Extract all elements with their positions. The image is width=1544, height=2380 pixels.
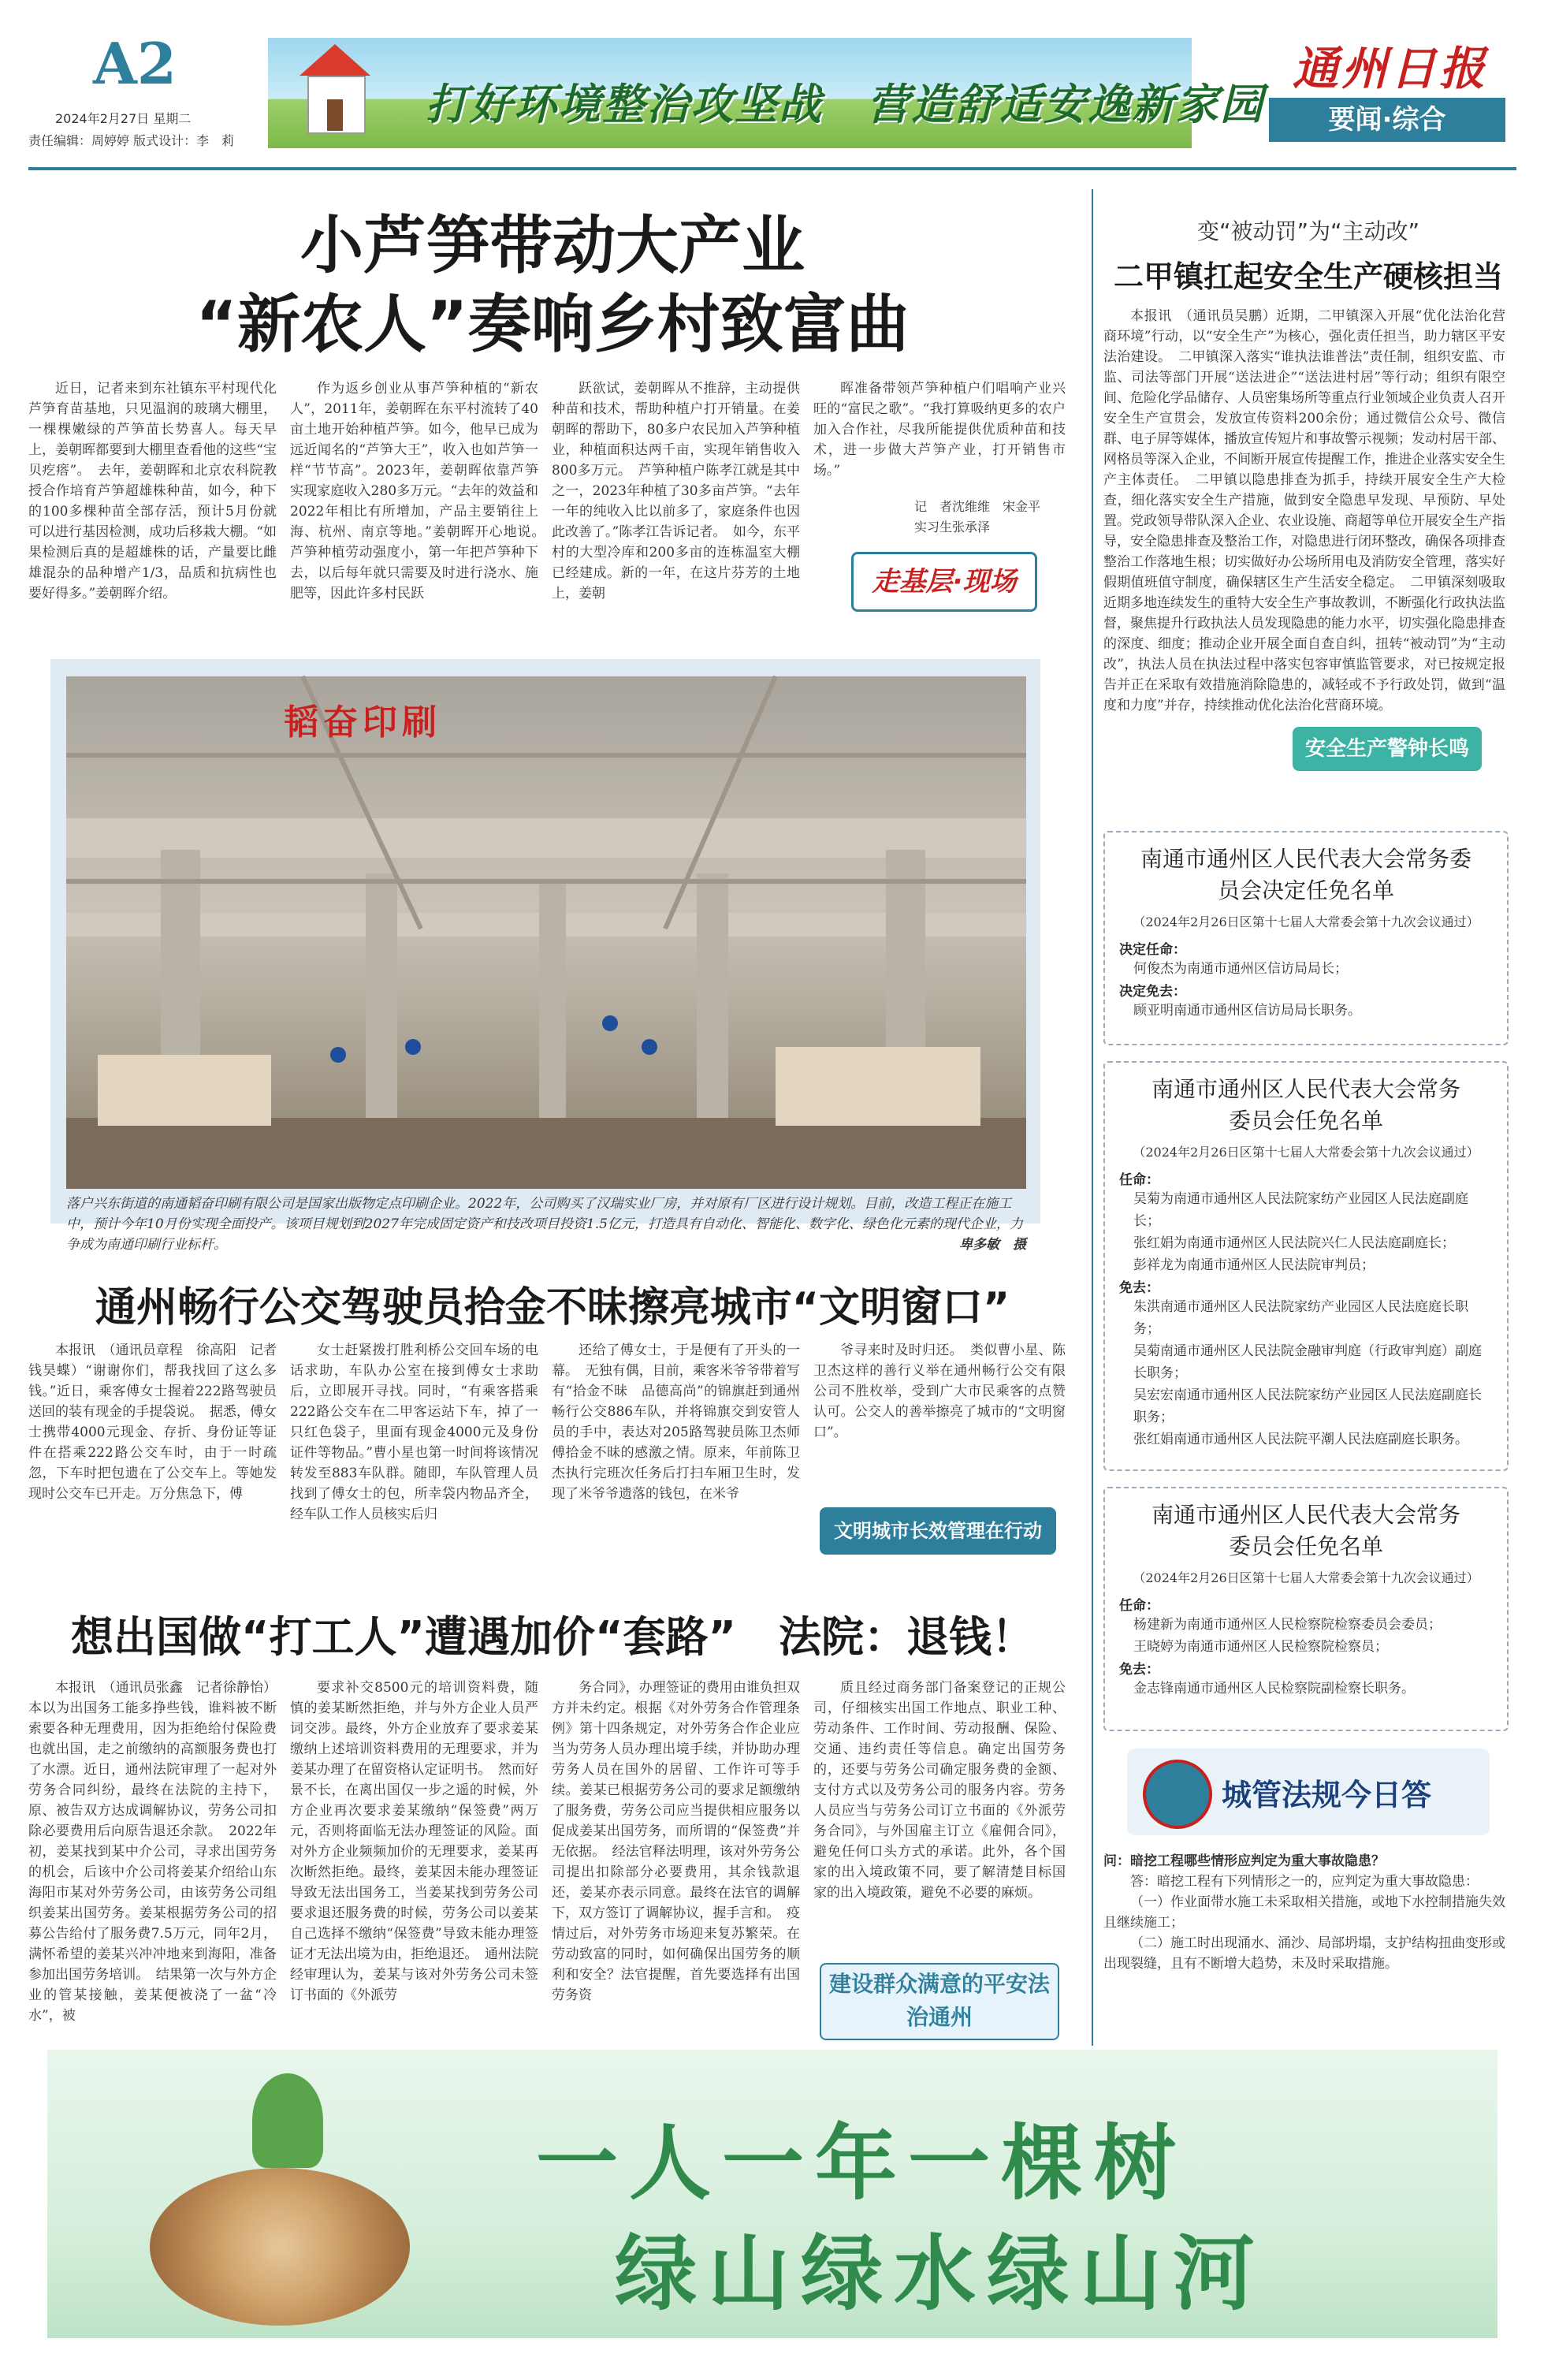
box1-note: （2024年2月26日区第十七届人大常委会第十九次会议通过） bbox=[1133, 914, 1479, 929]
box2-appoint-2: 彭祥龙为南通市通州区人民法院审判员； bbox=[1133, 1257, 1375, 1273]
article1-title-line1: 小芦笋带动大产业 bbox=[300, 209, 805, 282]
article2-col4: 爷寻来时及时归还。 类似曹小星、陈卫杰这样的善行义举在通州畅行公交有限公司不胜枚举，受到广大市民乘客的点赞认可。公交人的善举擦亮了城市的“文明窗口”。 bbox=[813, 1343, 1066, 1440]
article1-byline-reporters: 记 者沈维维 宋金平 bbox=[914, 499, 1041, 514]
page-number: A2 bbox=[93, 30, 177, 97]
house-icon bbox=[292, 44, 378, 139]
article3-title: 想出国做“打工人”遭遇加价“套路” 法院：退钱！ bbox=[71, 1612, 1034, 1662]
qa-logo bbox=[1127, 1749, 1490, 1835]
factory-photo bbox=[66, 676, 1026, 1189]
construction-site-image bbox=[66, 676, 1026, 1189]
banner-slogan: 打好环境整治攻坚战 营造舒适安逸新家园 bbox=[426, 79, 1264, 129]
box3-appoint-0: 杨建新为南通市通州区人民检察院检察委员会委员； bbox=[1133, 1617, 1442, 1633]
photo-overlay-label: 韬奋印刷 bbox=[284, 702, 441, 743]
article3-col3: 务合同》，办理签证的费用由谁负担双方并未约定。根据《对外劳务合作管理条例》第十四条规定，对外劳务合作企业应当为劳务人员办理出境手续，并协助办理劳务人员在国外的居留、工作许可等手续。姜某已根据劳务公司的要求足额缴纳了服务费，劳务公司应当提供相应服务以促成姜某出国劳务，而所谓的“保签费”并无依据。 经法官释法明理，该对外劳务公司提出扣除部分必要费用，其余钱款退还，姜某亦表示同意。最终在法官的调解下，双方签订了调解协议，握手言和。 疫情过后，对外劳务市场迎来复苏繁荣。在劳动致富的同时，如何确保出国劳务的顺利和安全？法官提醒，首先要选择有出国劳务资 bbox=[552, 1680, 800, 2003]
article1-col3: 跃欲试，姜朝晖从不推辞，主动提供种苗和技术，帮助种植户打开销量。在姜朝晖的帮助下，80多户农民加入芦笋种植业，种植面积达两千亩，实现年销售收入800多万元。 芦笋种植户陈孝江就是其中之一，2023年种植了30多亩芦笋。“去年一年的纯收入比以前多了，家庭条件也因此改善了。”陈孝江告诉记者。 如今，东平村的大型冷库和200多亩的连栋温室大棚已经建成。新的一年，在这片芬芳的土地上，姜朝 bbox=[552, 381, 800, 602]
qa-logo-title: 城管法规今日答 bbox=[1222, 1778, 1432, 1812]
column-divider bbox=[1092, 189, 1093, 2046]
header-banner bbox=[268, 38, 1264, 148]
box1-remove-label: 决定免去： bbox=[1119, 984, 1186, 1000]
box2-remove-2: 吴宏宏南通市通州区人民法院家纺产业园区人民法庭副庭长职务； bbox=[1133, 1387, 1482, 1425]
qa-body bbox=[1103, 1851, 1505, 1974]
article2-col2: 女士赶紧拨打胜利桥公交回车场的电话求助，车队办公室在接到傅女士求助后，立即展开寻找。同时，“有乘客搭乘222路公交车在二甲客运站下车，掉了一只红色袋子，里面有现金4000元及身份证件等物品。”曹小星也第一时间将该情况转发至883车队群。随即，车队管理人员找到了傅女士的包，所幸袋内物品齐全，经车队工作人员核实后归 bbox=[290, 1343, 538, 1522]
box1-remove-0: 顾亚明南通市通州区信访局局长职务。 bbox=[1133, 1003, 1361, 1019]
box2-remove-3: 张红娟南通市通州区人民法院平潮人民法庭副庭长职务。 bbox=[1133, 1432, 1468, 1447]
right1-body: 本报讯 （通讯员吴鹏）近期，二甲镇深入开展“优化法治化营商环境”行动，以“安全生产”为核心，强化责任担当，助力辖区平安法治建设。 二甲镇深入落实“谁执法谁普法”责任制，组织安监、市监、司法等部门开展“送法进企”“送法进村居”等行动；组织有限空间、危险化学品储存、人员密集场所等重点行业领域企业负责人召开安全生产宣贯会，发放宣传资料200余份；通过微信公众号、微信群、电子屏等媒体，播放宣传短片和事故警示视频；发动村居干部、网格员等深入企业，不间断开展宣传提醒工作，推进企业落实安全生产主体责任。 二甲镇以隐患排查为抓手，持续开展安全生产大检查，细化落实安全生产措施，做到安全隐患早发现、早预防、早处置。党政领导带队深入企业、农业设施、商超等单位开展安全生产指导，安全隐患排查及整治工作，对隐患进行闭环整改，确保各项排查整治工作落地生根；切实做好办公场所用电及消防安全管理，落实好假期值班值守制度，确保辖区生产生活安全稳定。 二甲镇深刻吸取近期多地连续发生的重特大安全生产事故教训，不断强化行政执法监督，聚焦提升行政执法人员发现隐患的能力水平，切实强化隐患排查的深度、细度；推动企业开展全面自查自纠，扭转“被动罚”为“主动改”，执法人员在执法过程中落实包容审慎监管要求，对已按规定报告并正在采取有效措施消除隐患的，减轻或不予行政处罚，做到“温度和力度”并存，持续推动优化法治化营商环境。 bbox=[1103, 308, 1505, 713]
editors-credit: 责任编辑：周婷婷 版式设计：李 莉 bbox=[28, 133, 235, 148]
box2-appoint-0: 吴菊为南通市通州区人民法院家纺产业园区人民法庭副庭长； bbox=[1133, 1191, 1468, 1229]
photo-caption-text: 落户兴东街道的南通韬奋印刷有限公司是国家出版物定点印刷企业。2022年，公司购买了汉瑞实业厂房，并对原有厂区进行设计规划。目前，改造工程正在施工中，预计今年10月份实现全面投产。该项目规划到2027年完成固定资产和技改项目投资1.5亿元，打造具有自动化、智能化、数字化、绿色化元素的现代企业，力争成为南通印刷行业标杆。 bbox=[66, 1196, 1023, 1253]
box1-appoint-0: 何俊杰为南通市通州区信访局局长； bbox=[1133, 961, 1348, 977]
article3-col2: 要求补交8500元的培训资料费，随慎的姜某断然拒绝，并与外方企业人员严词交涉。最终，外方企业放弃了要求姜某缴纳上述培训资料费用的无理要求，并为姜某办理了在留资格认定证明书。 然而好景不长，在离出国仅一步之遥的时候，外方企业再次要求姜某缴纳“保签费”两万元，否则将面临无法办理签证的风险。面对外方企业频频加价的无理要求，姜某再次断然拒绝。最终，姜某因未能办理签证导致无法出国务工，当姜某找到劳务公司要求退还服务费的时候，劳务公司以姜某自己选择不缴纳“保签费”导致未能办理签证才无法出境为由，拒绝退还。 通州法院经审理认为，姜某与该对外劳务公司未签订书面的《外派劳 bbox=[290, 1680, 538, 2003]
qa-question: 问：暗挖工程哪些情形应判定为重大事故隐患？ bbox=[1103, 1853, 1385, 1869]
qa-item-1: （一）作业面带水施工未采取相关措施，或地下水控制措施失效且继续施工； bbox=[1103, 1894, 1505, 1931]
article2-title: 通州畅行公交驾驶员拾金不昧擦亮城市“文明窗口” bbox=[95, 1284, 1010, 1332]
box2-appoint-1: 张红娟为南通市通州区人民法院兴仁人民法庭副庭长； bbox=[1133, 1235, 1455, 1251]
box2-remove-1: 吴菊南通市通州区人民法院金融审判庭（行政审判庭）副庭长职务； bbox=[1133, 1343, 1482, 1381]
shield-icon bbox=[1143, 1760, 1212, 1829]
article3-col4: 质且经过商务部门备案登记的正规公司，仔细核实出国工作地点、职业工种、劳动条件、工作时间、劳动报酬、保险、交通、违约责任等信息。确定出国劳务的，还要与劳务公司确定服务费的金额、支付方式以及劳务公司的服务内容。劳务人员应当与劳务公司订立书面的《外派劳务合同》，与外国雇主订立《雇佣合同》，避免任何口头方式的承诺。此外，各个国家的出入境政策不同，要了解清楚目标国家的出入境政策，避免不必要的麻烦。 bbox=[813, 1680, 1066, 1901]
photo-credit: 卑多敏 摄 bbox=[959, 1237, 1026, 1253]
box2-title: 南通市通州区人民代表大会常务委员会任免名单 bbox=[1151, 1076, 1460, 1134]
article1-col2: 作为返乡创业从事芦笋种植的“新农人”，2011年，姜朝晖在东平村流转了40亩土地开始种植芦笋。如今，他早已成为远近闻名的“芦笋大王”，收入也如芦笋一样“节节高”。2023年，姜朝晖依靠芦笋实现家庭收入280多万元。“去年的效益和2022年相比有所增加，产品主要销往上海、杭州、南京等地。”姜朝晖开心地说。 芦笋种植劳动强度小，第一年把芦笋种下去，以后每年就只需要及时进行浇水、施肥等，因此许多村民跃 bbox=[290, 381, 552, 602]
header-divider bbox=[28, 167, 1516, 170]
article1-badge: 走基层·现场 bbox=[851, 552, 1037, 612]
paper-name: 通州日报 bbox=[1293, 42, 1489, 95]
box3-remove-0: 金志锋南通市通州区人民检察院副检察长职务。 bbox=[1133, 1681, 1415, 1697]
issue-date: 2024年2月27日 星期二 bbox=[55, 111, 192, 126]
box2-appoint-label: 任命： bbox=[1119, 1172, 1159, 1188]
right1-badge: 安全生产警钟长鸣 bbox=[1293, 727, 1482, 771]
article1-title-line2: “新农人”奏响乡村致富曲 bbox=[195, 288, 910, 361]
right1-kicker: 变“被动罚”为“主动改” bbox=[1196, 218, 1420, 244]
tree-stump-icon bbox=[150, 2168, 410, 2326]
box2-remove-0: 朱洪南通市通州区人民法院家纺产业园区人民法庭庭长职务； bbox=[1133, 1299, 1468, 1337]
article1-headline bbox=[28, 207, 1077, 364]
photo-caption bbox=[66, 1194, 1026, 1255]
footer-slogan-line1: 一人一年一棵树 bbox=[536, 2114, 1188, 2211]
box3-note: （2024年2月26日区第十七届人大常委会第十九次会议通过） bbox=[1133, 1570, 1479, 1585]
article2-badge: 文明城市长效管理在行动 bbox=[820, 1507, 1056, 1555]
article3-col1: 本报讯 （通讯员张鑫 记者徐静怡）本以为出国务工能多挣些钱，谁料被不断索要各种无理费用，因为拒绝给付保险费也就出国，走之前缴纳的高额服务费也打了水漂。近日，通州法院审理了一起对外劳务合同纠纷，最终在法院的主持下，原、被告双方达成调解协议，劳务公司扣除必要费用后向原告退还余款。 2022年初，姜某找到某中介公司，寻求出国劳务的机会，后该中介公司将姜某介绍给山东海阳市某对外劳务公司，由该劳务公司组织姜某出国劳务。姜某根据劳务公司的招募公告给付了服务费7.5万元，同年2月，满怀希望的姜某兴冲冲地来到海阳，准备参加出国劳务培训。 结果第一次与外方企业的管某接触，姜某便被浇了一盆“冷水”，被 bbox=[28, 1680, 277, 2024]
box1-title: 南通市通州区人民代表大会常务委员会决定任免名单 bbox=[1140, 846, 1471, 903]
box3-title: 南通市通州区人民代表大会常务委员会任免名单 bbox=[1151, 1502, 1460, 1559]
right1-title: 二甲镇扛起安全生产硬核担当 bbox=[1113, 259, 1503, 294]
article1-col4: 晖准备带领芦笋种植户们唱响产业兴旺的“富民之歌”。“我打算吸纳更多的农户加入合作社，尽我所能提供优质种苗和技术，进一步做大芦笋产业，打开销售市场。” bbox=[813, 381, 1066, 479]
box3-appoint-1: 王晓婷为南通市通州区人民检察院检察员； bbox=[1133, 1639, 1388, 1655]
box2-note: （2024年2月26日区第十七届人大常委会第十九次会议通过） bbox=[1133, 1145, 1479, 1160]
box1-appoint-label: 决定任命： bbox=[1119, 942, 1186, 958]
article1-byline-intern: 实习生张承泽 bbox=[914, 520, 991, 534]
qa-item-2: （二）施工时出现涌水、涌沙、局部坍塌，支护结构扭曲变形或出现裂缝，且有不断增大趋势，未及时采取措施。 bbox=[1103, 1935, 1505, 1972]
footer-banner bbox=[47, 2050, 1497, 2338]
box3-appoint-label: 任命： bbox=[1119, 1598, 1159, 1614]
article2-col1: 本报讯 （通讯员章程 徐高阳 记者钱昊蝶）“谢谢你们，帮我找回了这么多钱。”近日，乘客傅女士握着222路驾驶员送回的装有现金的手提袋说。 据悉，傅女士携带4000元现金、存折、身份证等证件在搭乘222路公交车时，由于一时疏忽，下车时把包遗在了公交车上。等她发现时公交车已开走。万分焦急下，傅 bbox=[28, 1343, 277, 1502]
box2-remove-label: 免去： bbox=[1119, 1280, 1159, 1296]
section-label: 要闻·综合 bbox=[1269, 98, 1505, 142]
appointment-box-1 bbox=[1103, 831, 1509, 1045]
article3-badge: 建设群众满意的平安法治通州 bbox=[820, 1963, 1059, 2040]
footer-slogan-line2: 绿山绿水绿山河 bbox=[615, 2225, 1267, 2322]
qa-answer: 答：暗挖工程有下列情形之一的，应判定为重大事故隐患： bbox=[1130, 1874, 1479, 1890]
appointment-box-2 bbox=[1103, 1061, 1509, 1471]
box3-remove-label: 免去： bbox=[1119, 1662, 1159, 1678]
article2-col3: 还给了傅女士，于是便有了开头的一幕。 无独有偶，目前，乘客米爷爷带着写有“拾金不昧 品德高尚”的锦旗赶到通州畅行公交886车队，并将锦旗交到安管人员的手中，表达对205路驾驶员陈卫杰师傅拾金不昧的感激之情。原来，年前陈卫杰执行完班次任务后打扫车厢卫生时，发现了米爷爷遗落的钱包，在米爷 bbox=[552, 1343, 800, 1502]
article1-col1: 近日，记者来到东社镇东平村现代化芦笋育苗基地，只见温润的玻璃大棚里，一棵棵嫩绿的芦笋苗长势喜人。每天早上，姜朝晖都要到大棚里查看他的这些“宝贝疙瘩”。 去年，姜朝晖和北京农科院教授合作培育芦笋超雄株种苗，如今，种下的100多棵种苗全部存活，预计5月份就可以进行基因检测，成功后移栽大棚。“如果检测后真的是超雄株的话，产量要比雌雄混杂的品种增产1/3，品质和抗病性也要好得多。”姜朝晖介绍。 bbox=[28, 381, 277, 602]
sapling-icon bbox=[252, 2073, 323, 2168]
appointment-box-3 bbox=[1103, 1487, 1509, 1731]
article1-byline bbox=[914, 497, 1040, 538]
